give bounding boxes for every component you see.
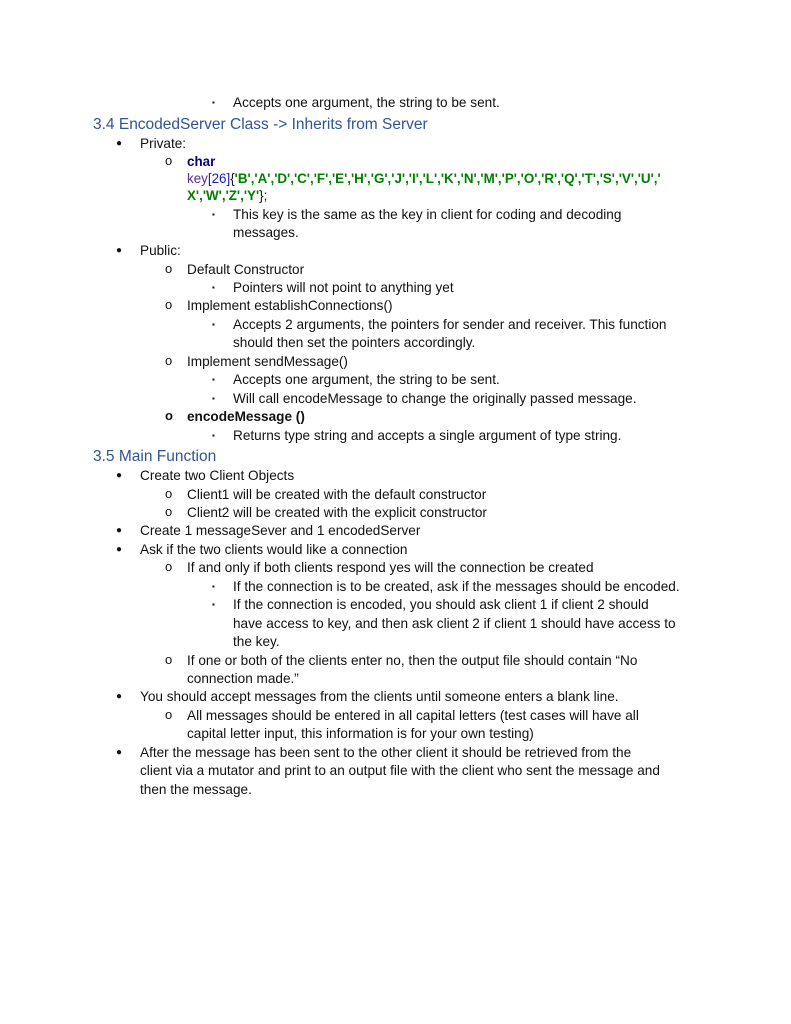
bullet-accepts-two-arguments: ▪ Accepts 2 arguments, the pointers for sender and receiver. This function	[233, 316, 666, 335]
bullet-key-same-as-client: ▪ This key is the same as the key in client for coding and decoding	[233, 206, 621, 225]
bullet-if-no-cont: connection made.”	[187, 671, 299, 686]
bullet-accept-messages: ● You should accept messages from the clients until someone enters a blank line.	[140, 688, 619, 707]
code-key-array-line2	[187, 187, 267, 206]
heading-3-5-main-function: 3.5 Main Function	[93, 448, 217, 465]
bullet-ask-connection: ● Ask if the two clients would like a connection	[140, 541, 407, 560]
bullet-create-two-clients: ● Create two Client Objects	[140, 467, 294, 486]
bullet-client1-default: o Client1 will be created with the default constructor	[187, 486, 486, 505]
bullet-ask-encoded: ▪ If the connection is to be created, ask if the messages should be encoded.	[233, 578, 680, 597]
bullet-if-both-yes: o If and only if both clients respond yes will the connection be created	[187, 559, 594, 578]
bullet-capital-letters-cont: capital letter input, this information is for your own testing)	[187, 726, 534, 741]
bullet-after-message-sent: ● After the message has been sent to the other client it should be retrieved from the	[140, 744, 631, 763]
bullet-accepts-two-arguments-cont: should then set the pointers accordingly.	[233, 335, 476, 350]
bullet-send-accepts-one-argument: ▪ Accepts one argument, the string to be sent.	[233, 371, 500, 390]
bullet-create-servers: ● Create 1 messageSever and 1 encodedServer	[140, 522, 420, 541]
bullet-key-access: ▪ If the connection is encoded, you should ask client 1 if client 2 should	[233, 596, 649, 615]
bullet-pointers-not-point: ▪ Pointers will not point to anything yet	[233, 279, 454, 298]
bullet-private: ● Private:	[140, 135, 186, 154]
code-open-brace: {	[230, 171, 235, 186]
bullet-default-constructor: o Default Constructor	[187, 261, 304, 280]
code-array-size: [26]	[207, 171, 231, 186]
code-close-brace: };	[259, 188, 268, 203]
code-keyword-char: char	[187, 154, 216, 169]
code-char-line	[187, 153, 215, 172]
bullet-if-no: o If one or both of the clients enter no, then the output file should contain “No	[187, 652, 637, 671]
bullet-implement-send-message: o Implement sendMessage()	[187, 353, 348, 372]
bullet-returns-type-string: ▪ Returns type string and accepts a single argument of type string.	[233, 427, 621, 446]
code-values-part1: 'B','A','D','C','F','E','H','G','J','I','L','K','N','M','P','O','R','Q','T','S','V','U','	[234, 171, 661, 186]
bullet-capital-letters: o All messages should be entered in all capital letters (test cases will have all	[187, 707, 639, 726]
bullet-key-same-as-client-cont: messages.	[233, 225, 299, 240]
bullet-public: ● Public:	[140, 242, 181, 261]
heading-3-4-encoded-server: 3.4 EncodedServer Class -> Inherits from Server	[93, 116, 428, 133]
bullet-implement-establish-connections: o Implement establishConnections()	[187, 297, 393, 316]
code-key-array-line1	[187, 170, 661, 189]
bullet-will-call-encode-message: ▪ Will call encodeMessage to change the originally passed message.	[233, 390, 637, 409]
bullet-key-access-cont2: the key.	[233, 634, 280, 649]
bullet-client2-explicit: o Client2 will be created with the explicit constructor	[187, 504, 487, 523]
code-identifier-key: key	[187, 171, 208, 186]
bullet-encode-message: o encodeMessage ()	[187, 408, 305, 427]
bullet-key-access-cont1: have access to key, and then ask client 2 if client 1 should have access to	[233, 616, 676, 631]
bullet-after-message-sent-cont2: then the message.	[140, 782, 252, 797]
bullet-accepts-one-argument: ▪ Accepts one argument, the string to be sent.	[233, 94, 500, 113]
bullet-after-message-sent-cont1: client via a mutator and print to an output file with the client who sent the message and	[140, 763, 660, 778]
code-values-part2: X','W','Z','Y'	[187, 188, 260, 203]
